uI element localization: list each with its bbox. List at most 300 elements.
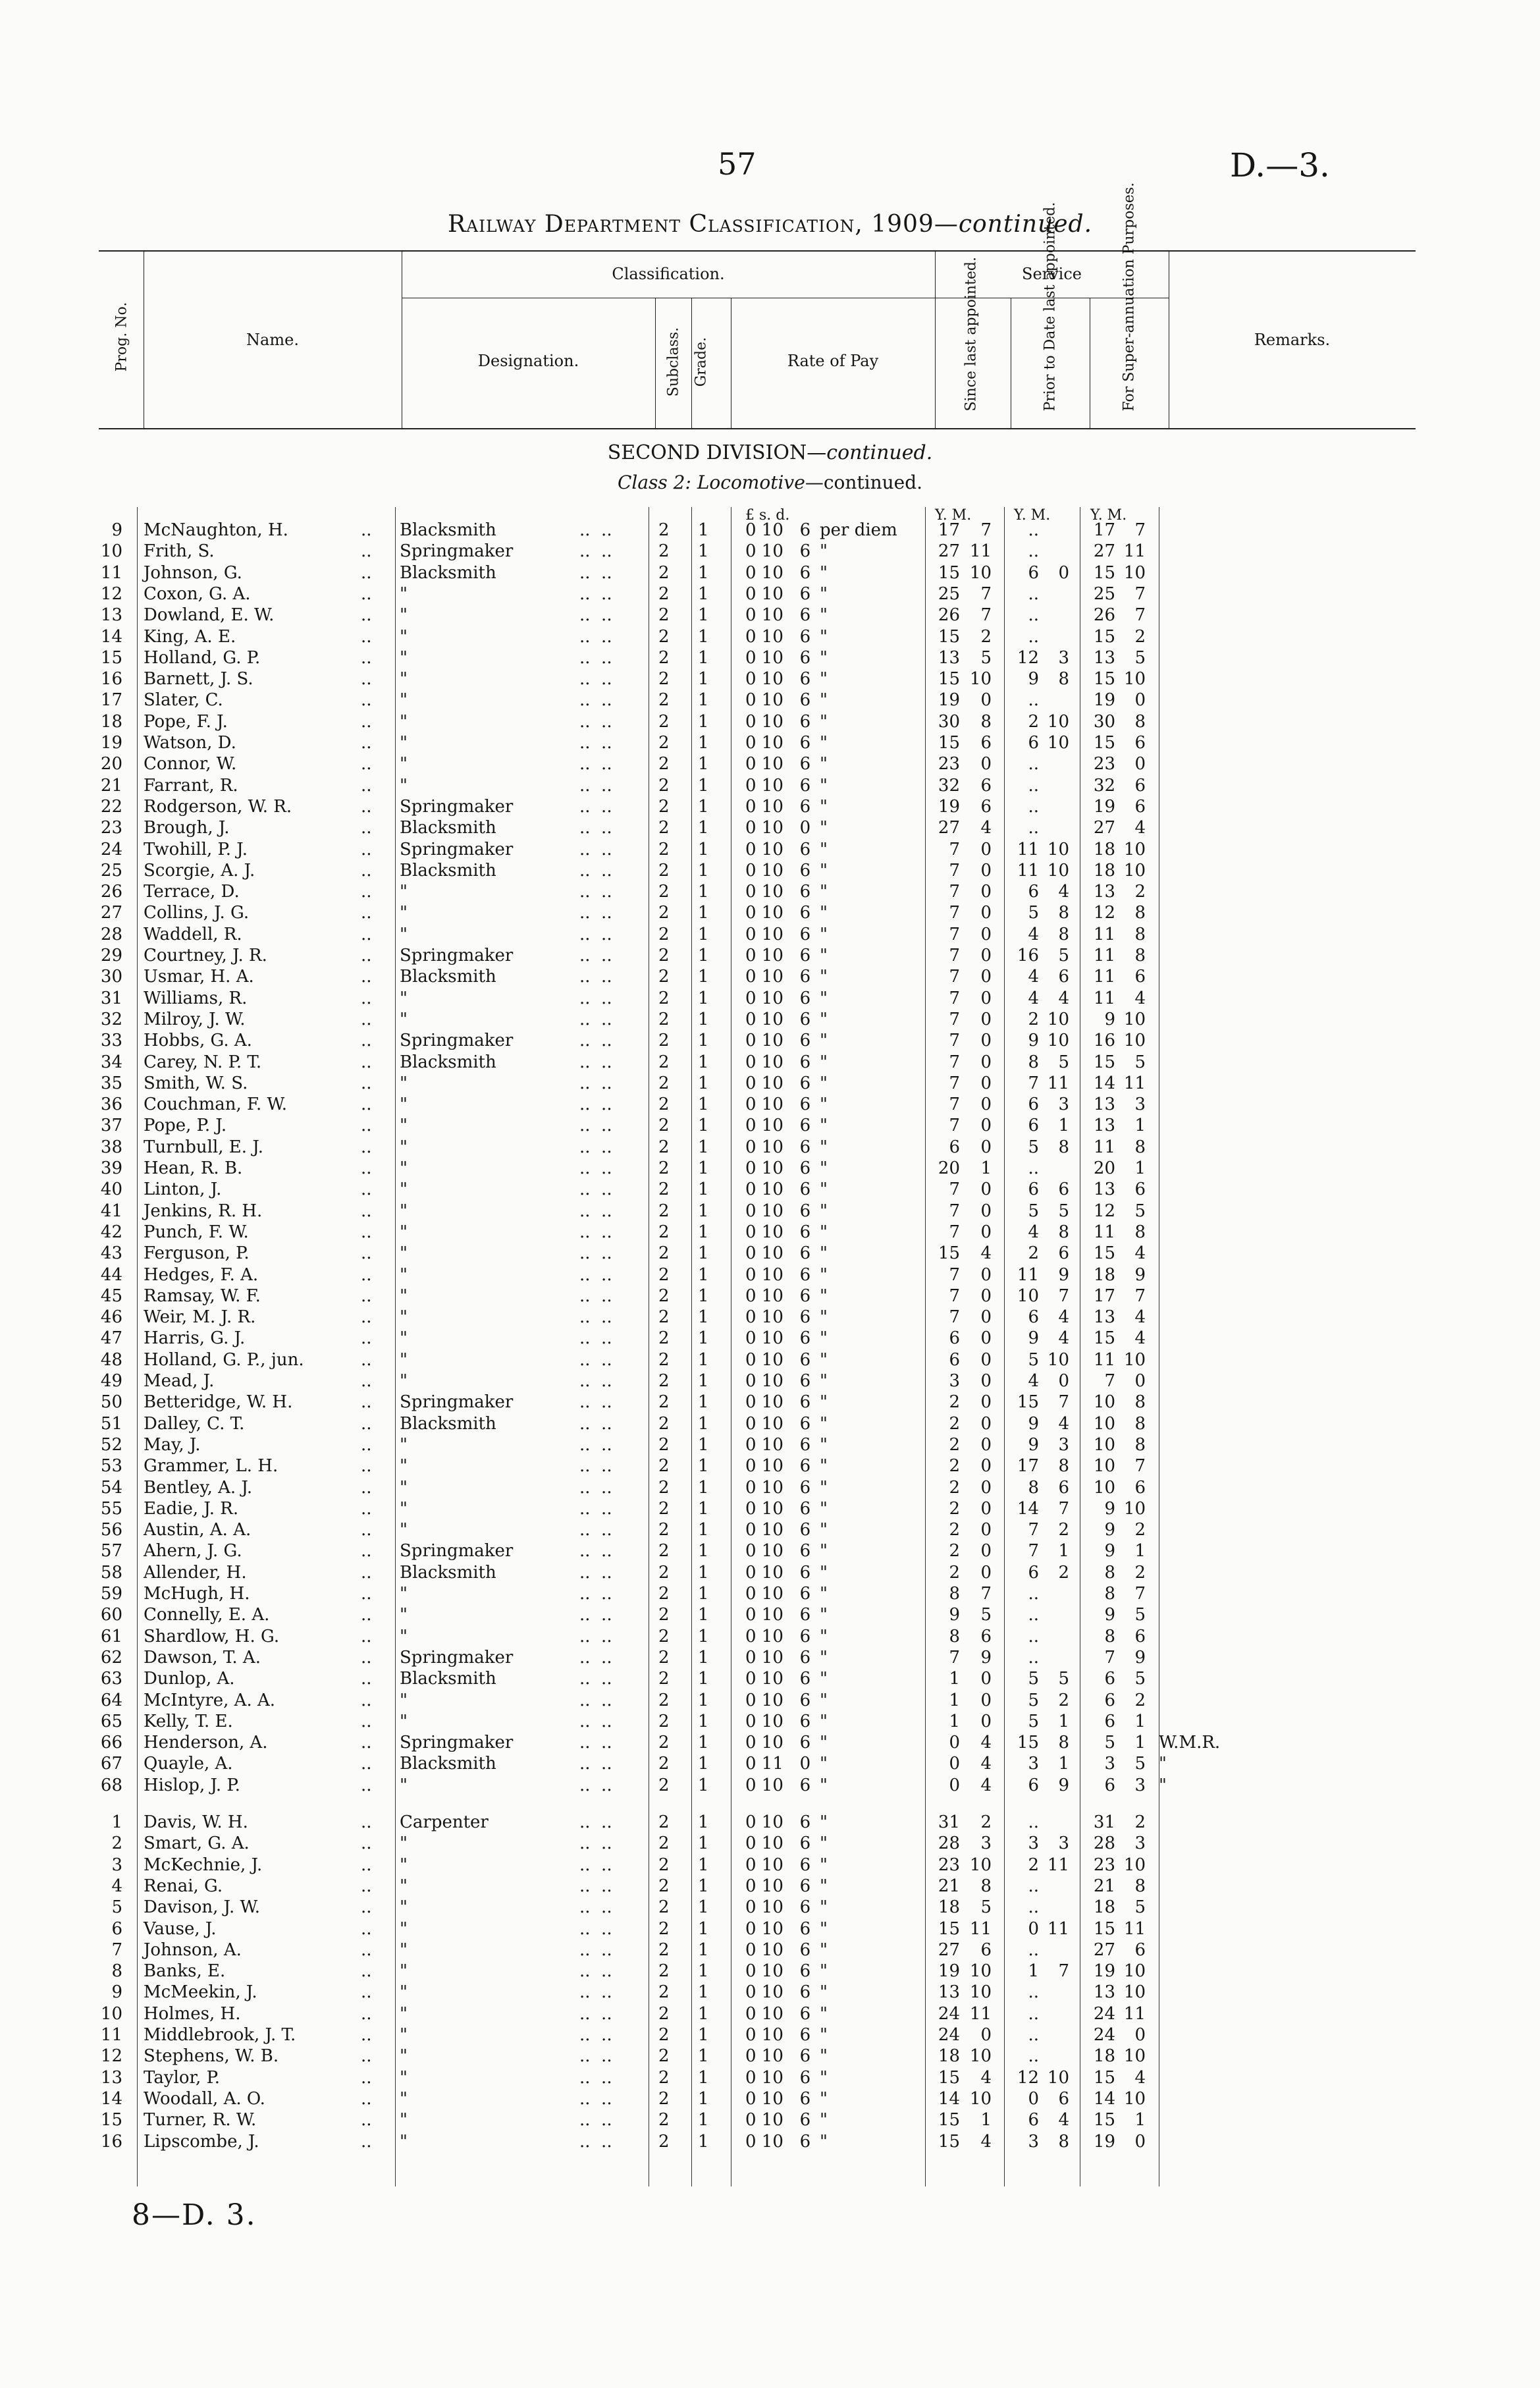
name: Harris, G. J.: [144, 1328, 246, 1349]
leader-dots: ..: [361, 1940, 372, 1960]
subclass: 2: [658, 1371, 670, 1391]
prior-years: 3: [1028, 1754, 1039, 1774]
since-years: 7: [949, 988, 960, 1008]
prog-no: 54: [100, 1477, 122, 1498]
rate-of-pay: 0 10 6: [745, 2067, 811, 2088]
super-months: 9: [1134, 1647, 1146, 1668]
pay-period: ": [820, 1918, 828, 1939]
since-years: 21: [938, 1876, 960, 1896]
name: Davis, W. H.: [144, 1812, 248, 1832]
leader-dots: ..: [361, 520, 372, 540]
rate-of-pay: 0 10 6: [745, 1876, 811, 1896]
name: Johnson, A.: [144, 1940, 242, 1960]
header-remarks: Remarks.: [1254, 331, 1331, 349]
grade: 1: [698, 583, 709, 604]
prior-months: 10: [1047, 2067, 1069, 2088]
designation: ": [400, 1855, 408, 1875]
table-row: [0, 1855, 1540, 1876]
table-row: [0, 754, 1540, 775]
subclass: 2: [658, 1690, 670, 1710]
table-row: [0, 563, 1540, 584]
rate-of-pay: 0 10 0: [745, 818, 811, 838]
super-months: 5: [1134, 1201, 1146, 1221]
super-months: 11: [1123, 1918, 1146, 1939]
since-years: 6: [949, 1137, 960, 1157]
since-years: 2: [949, 1562, 960, 1583]
leader-dots: ..: [361, 2067, 372, 2088]
page-number: 57: [718, 146, 757, 182]
rate-of-pay: 0 10 6: [745, 1328, 811, 1349]
rate-of-pay: 0 10 6: [745, 1982, 811, 2003]
prior-months: 4: [1058, 1413, 1069, 1434]
rate-of-pay: 0 10 6: [745, 1605, 811, 1625]
since-months: 7: [980, 1584, 992, 1604]
subclass: 2: [658, 1669, 670, 1689]
prog-no: 7: [111, 1940, 122, 1960]
since-years: 7: [949, 1052, 960, 1072]
leader-dots: .. ..: [579, 839, 612, 859]
leader-dots: ..: [361, 1286, 372, 1306]
super-months: 0: [1134, 754, 1146, 774]
table-row: [0, 818, 1540, 839]
super-years: 26: [1093, 605, 1115, 626]
leader-dots: ..: [361, 605, 372, 626]
rate-of-pay: 0 10 6: [745, 1733, 811, 1753]
prior-years: ..: [1028, 775, 1039, 796]
name: Couchman, F. W.: [144, 1095, 287, 1115]
leader-dots: ..: [361, 1201, 372, 1221]
super-years: 23: [1093, 754, 1115, 774]
designation: ": [400, 1918, 408, 1939]
leader-dots: ..: [361, 2110, 372, 2130]
grade: 1: [698, 1307, 709, 1328]
leader-dots: .. ..: [579, 1456, 612, 1477]
prior-months: 7: [1058, 1392, 1069, 1413]
designation: ": [400, 2088, 408, 2109]
since-months: 5: [980, 1897, 992, 1918]
rate-of-pay: 0 10 6: [745, 1520, 811, 1540]
prog-no: 36: [100, 1095, 122, 1115]
designation: ": [400, 690, 408, 711]
since-months: 0: [980, 1073, 992, 1093]
leader-dots: ..: [361, 924, 372, 944]
prior-years: 9: [1028, 669, 1039, 690]
prog-no: 49: [100, 1371, 122, 1391]
table-row: [0, 1627, 1540, 1648]
prog-no: 16: [100, 669, 122, 690]
prior-years: 5: [1028, 1711, 1039, 1731]
table-row: [0, 1478, 1540, 1499]
name: Hislop, J. P.: [144, 1775, 240, 1795]
prior-years: 0: [1028, 2088, 1039, 2109]
grade: 1: [698, 1137, 709, 1157]
super-years: 11: [1093, 967, 1115, 987]
prior-months: 2: [1058, 1562, 1069, 1583]
grade: 1: [698, 1961, 709, 1982]
grade: 1: [698, 626, 709, 647]
rate-of-pay: 0 10 6: [745, 1413, 811, 1434]
prog-no: 62: [100, 1647, 122, 1668]
designation: Blacksmith: [400, 562, 496, 583]
super-years: 18: [1093, 1264, 1115, 1285]
name: Quayle, A.: [144, 1754, 233, 1774]
super-months: 6: [1134, 1626, 1146, 1646]
leader-dots: .. ..: [579, 1520, 612, 1540]
pay-period: ": [820, 541, 828, 562]
leader-dots: ..: [361, 1775, 372, 1795]
super-months: 0: [1134, 2025, 1146, 2045]
subclass: 2: [658, 1812, 670, 1832]
leader-dots: ..: [361, 860, 372, 881]
leader-dots: .. ..: [579, 1052, 612, 1072]
designation: Springmaker: [400, 1733, 514, 1753]
table-row: [0, 2132, 1540, 2153]
super-years: 14: [1093, 1073, 1115, 1093]
since-months: 0: [980, 1669, 992, 1689]
table-row: [0, 584, 1540, 605]
subclass: 2: [658, 1584, 670, 1604]
super-months: 8: [1134, 711, 1146, 732]
subclass: 2: [658, 1328, 670, 1349]
section-main: SECOND DIVISION—: [607, 441, 827, 464]
since-months: 0: [980, 1095, 992, 1115]
super-months: 6: [1134, 775, 1146, 796]
pay-period: ": [820, 1413, 828, 1434]
since-years: 1: [949, 1711, 960, 1731]
subclass: 2: [658, 754, 670, 774]
footer-signature: 8—D. 3.: [132, 2198, 257, 2232]
rate-of-pay: 0 10 6: [745, 1052, 811, 1072]
subclass: 2: [658, 1498, 670, 1519]
super-months: 1: [1134, 2110, 1146, 2130]
since-years: 19: [938, 690, 960, 711]
prior-months: 10: [1047, 711, 1069, 732]
prog-no: 26: [100, 882, 122, 902]
rate-of-pay: 0 10 6: [745, 2131, 811, 2152]
pay-period: per diem: [820, 520, 897, 540]
prog-no: 20: [100, 754, 122, 774]
since-years: 8: [949, 1584, 960, 1604]
name: Lipscombe, J.: [144, 2131, 259, 2152]
designation: Springmaker: [400, 1647, 514, 1668]
prog-no: 24: [100, 839, 122, 859]
since-years: 27: [938, 818, 960, 838]
leader-dots: .. ..: [579, 967, 612, 987]
leader-dots: ..: [361, 647, 372, 668]
prog-no: 50: [100, 1392, 122, 1413]
leader-dots: .. ..: [579, 1031, 612, 1051]
pay-period: ": [820, 1264, 828, 1285]
name: Connelly, E. A.: [144, 1605, 270, 1625]
since-years: 7: [949, 1264, 960, 1285]
table-row: [0, 1669, 1540, 1690]
pay-period: ": [820, 1711, 828, 1731]
prior-years: ..: [1028, 1897, 1039, 1918]
since-years: 26: [938, 605, 960, 626]
super-units: Y. M.: [1090, 507, 1127, 524]
since-years: 1: [949, 1690, 960, 1710]
table-row: [0, 1286, 1540, 1307]
prior-years: 0: [1028, 1918, 1039, 1939]
rate-of-pay: 0 10 6: [745, 1222, 811, 1242]
super-years: 13: [1093, 1116, 1115, 1136]
pay-period: ": [820, 2131, 828, 2152]
prior-years: 12: [1017, 2067, 1039, 2088]
subclass: 2: [658, 1158, 670, 1178]
prior-years: 7: [1028, 1073, 1039, 1093]
super-months: 4: [1134, 988, 1146, 1008]
header-service: Service: [1022, 265, 1082, 283]
super-months: 8: [1134, 1876, 1146, 1896]
leader-dots: ..: [361, 882, 372, 902]
designation: ": [400, 1940, 408, 1960]
leader-dots: .. ..: [579, 605, 612, 626]
prog-no: 31: [100, 988, 122, 1008]
pay-period: ": [820, 1754, 828, 1774]
since-years: 15: [938, 626, 960, 647]
grade: 1: [698, 775, 709, 796]
designation: ": [400, 2003, 408, 2024]
class-continued: —continued.: [805, 472, 923, 493]
super-years: 10: [1093, 1434, 1115, 1455]
super-years: 6: [1104, 1711, 1115, 1731]
subclass: 2: [658, 1982, 670, 2003]
since-years: 24: [938, 2003, 960, 2024]
leader-dots: ..: [361, 1584, 372, 1604]
table-row: [0, 1833, 1540, 1855]
designation: ": [400, 2046, 408, 2067]
since-years: 30: [938, 711, 960, 732]
grade: 1: [698, 647, 709, 668]
leader-dots: .. ..: [579, 946, 612, 965]
prog-no: 14: [100, 626, 122, 647]
prior-months: 1: [1058, 1754, 1069, 1774]
since-years: 2: [949, 1392, 960, 1413]
leader-dots: .. ..: [579, 1961, 612, 1982]
subclass: 2: [658, 1201, 670, 1221]
pay-period: ": [820, 860, 828, 881]
rate-of-pay: 0 10 6: [745, 1711, 811, 1731]
leader-dots: ..: [361, 1052, 372, 1072]
designation: ": [400, 1833, 408, 1854]
prior-months: 6: [1058, 1243, 1069, 1264]
prior-years: 5: [1028, 903, 1039, 923]
name: Eadie, J. R.: [144, 1498, 239, 1519]
prior-months: 7: [1058, 1498, 1069, 1519]
table-row: [0, 648, 1540, 669]
leader-dots: ..: [361, 1733, 372, 1753]
prior-months: 8: [1058, 2131, 1069, 2152]
since-years: 2: [949, 1413, 960, 1434]
pay-period: ": [820, 1137, 828, 1157]
super-months: 10: [1123, 1031, 1146, 1051]
subclass: 2: [658, 1562, 670, 1583]
rate-of-pay: 0 10 6: [745, 1158, 811, 1178]
leader-dots: .. ..: [579, 1690, 612, 1710]
rate-of-pay: 0 10 6: [745, 1264, 811, 1285]
rate-of-pay: 0 10 6: [745, 1584, 811, 1604]
table-row: [0, 1052, 1540, 1073]
since-months: 0: [980, 1031, 992, 1051]
leader-dots: ..: [361, 2131, 372, 2152]
leader-dots: ..: [361, 1690, 372, 1710]
name: Pope, P. J.: [144, 1116, 227, 1136]
pay-period: ": [820, 967, 828, 987]
since-years: 7: [949, 1201, 960, 1221]
prog-no: 41: [100, 1201, 122, 1221]
rate-of-pay: 0 10 6: [745, 1031, 811, 1051]
designation: ": [400, 1498, 408, 1519]
grade: 1: [698, 733, 709, 753]
subclass: 2: [658, 2025, 670, 2045]
since-months: 0: [980, 2025, 992, 2045]
rate-of-pay: 0 10 6: [745, 1775, 811, 1795]
name: Smith, W. S.: [144, 1073, 248, 1093]
super-months: 6: [1134, 967, 1146, 987]
grade: 1: [698, 605, 709, 626]
grade: 1: [698, 796, 709, 817]
prog-no: 38: [100, 1137, 122, 1157]
subclass: 2: [658, 1477, 670, 1498]
rate-of-pay: 0 10 6: [745, 1392, 811, 1413]
remarks: ": [1159, 1775, 1167, 1795]
prog-no: 29: [100, 946, 122, 965]
super-years: 15: [1093, 1328, 1115, 1349]
leader-dots: .. ..: [579, 1855, 612, 1875]
super-years: 21: [1093, 1876, 1115, 1896]
grade: 1: [698, 1413, 709, 1434]
since-months: 0: [980, 1392, 992, 1413]
prog-no: 8: [111, 1961, 122, 1982]
pay-period: ": [820, 562, 828, 583]
since-years: 28: [938, 1833, 960, 1854]
since-months: 0: [980, 967, 992, 987]
prior-years: ..: [1028, 1647, 1039, 1668]
leader-dots: .. ..: [579, 1711, 612, 1731]
pay-period: ": [820, 1541, 828, 1561]
since-months: 0: [980, 1180, 992, 1200]
name: Hobbs, G. A.: [144, 1031, 252, 1051]
leader-dots: .. ..: [579, 1137, 612, 1157]
super-months: 0: [1134, 690, 1146, 711]
rate-of-pay: 0 10 6: [745, 1562, 811, 1583]
since-years: 18: [938, 2046, 960, 2067]
name: Turner, R. W.: [144, 2110, 257, 2130]
prior-years: 15: [1017, 1392, 1039, 1413]
prior-months: 6: [1058, 2088, 1069, 2109]
super-months: 1: [1134, 1711, 1146, 1731]
grade: 1: [698, 1180, 709, 1200]
prog-no: 5: [111, 1897, 122, 1918]
pay-period: ": [820, 1052, 828, 1072]
name: Usmar, H. A.: [144, 967, 254, 987]
since-months: 0: [980, 1690, 992, 1710]
grade: 1: [698, 946, 709, 965]
super-years: 8: [1104, 1584, 1115, 1604]
subclass: 2: [658, 1286, 670, 1306]
grade: 1: [698, 1116, 709, 1136]
table-row: [0, 903, 1540, 924]
leader-dots: .. ..: [579, 1328, 612, 1349]
subclass: 2: [658, 1897, 670, 1918]
prior-years: ..: [1028, 2025, 1039, 2045]
leader-dots: ..: [361, 2025, 372, 2045]
super-years: 9: [1104, 1009, 1115, 1029]
prior-months: 8: [1058, 1456, 1069, 1477]
prog-no: 1: [111, 1812, 122, 1832]
super-months: 10: [1123, 839, 1146, 859]
grade: 1: [698, 1201, 709, 1221]
prior-months: 6: [1058, 967, 1069, 987]
grade: 1: [698, 839, 709, 859]
super-years: 15: [1093, 1918, 1115, 1939]
grade: 1: [698, 1584, 709, 1604]
subclass: 2: [658, 988, 670, 1008]
leader-dots: ..: [361, 1562, 372, 1583]
designation: Blacksmith: [400, 520, 496, 540]
super-months: 1: [1134, 1733, 1146, 1753]
prior-months: 3: [1058, 1434, 1069, 1455]
designation: ": [400, 1711, 408, 1731]
rate-of-pay: 0 10 6: [745, 669, 811, 690]
leader-dots: .. ..: [579, 711, 612, 732]
since-years: 15: [938, 669, 960, 690]
leader-dots: .. ..: [579, 2088, 612, 2109]
pay-period: ": [820, 775, 828, 796]
prior-months: 8: [1058, 903, 1069, 923]
grade: 1: [698, 1754, 709, 1774]
class-name: Locomotive: [697, 472, 805, 493]
pay-period: ": [820, 754, 828, 774]
rate-of-pay: 0 10 6: [745, 1286, 811, 1306]
subclass: 2: [658, 1605, 670, 1625]
prior-years: 5: [1028, 1201, 1039, 1221]
table-row: [0, 967, 1540, 988]
pay-period: ": [820, 1961, 828, 1982]
name: Dowland, E. W.: [144, 605, 275, 626]
since-months: 8: [980, 711, 992, 732]
designation: Springmaker: [400, 1541, 514, 1561]
prior-years: 2: [1028, 1243, 1039, 1264]
super-years: 13: [1093, 1982, 1115, 2003]
super-years: 11: [1093, 1349, 1115, 1370]
grade: 1: [698, 1328, 709, 1349]
table-row: [0, 1010, 1540, 1031]
prog-no: 23: [100, 818, 122, 838]
since-months: 0: [980, 860, 992, 881]
super-years: 10: [1093, 1413, 1115, 1434]
super-years: 14: [1093, 2088, 1115, 2109]
since-years: 7: [949, 1180, 960, 1200]
table-row: [0, 1456, 1540, 1477]
prior-years: 5: [1028, 1349, 1039, 1370]
prog-no: 11: [100, 562, 122, 583]
prog-no: 12: [100, 2046, 122, 2067]
super-months: 4: [1134, 1243, 1146, 1264]
super-months: 2: [1134, 1690, 1146, 1710]
leader-dots: .. ..: [579, 1073, 612, 1093]
subclass: 2: [658, 1940, 670, 1960]
leader-dots: ..: [361, 1711, 372, 1731]
designation: ": [400, 1222, 408, 1242]
table-row: [0, 1222, 1540, 1243]
subclass: 2: [658, 520, 670, 540]
leader-dots: ..: [361, 626, 372, 647]
rate-of-pay: 0 10 6: [745, 1243, 811, 1264]
name: McIntyre, A. A.: [144, 1690, 276, 1710]
designation: ": [400, 1605, 408, 1625]
subclass: 2: [658, 1626, 670, 1646]
